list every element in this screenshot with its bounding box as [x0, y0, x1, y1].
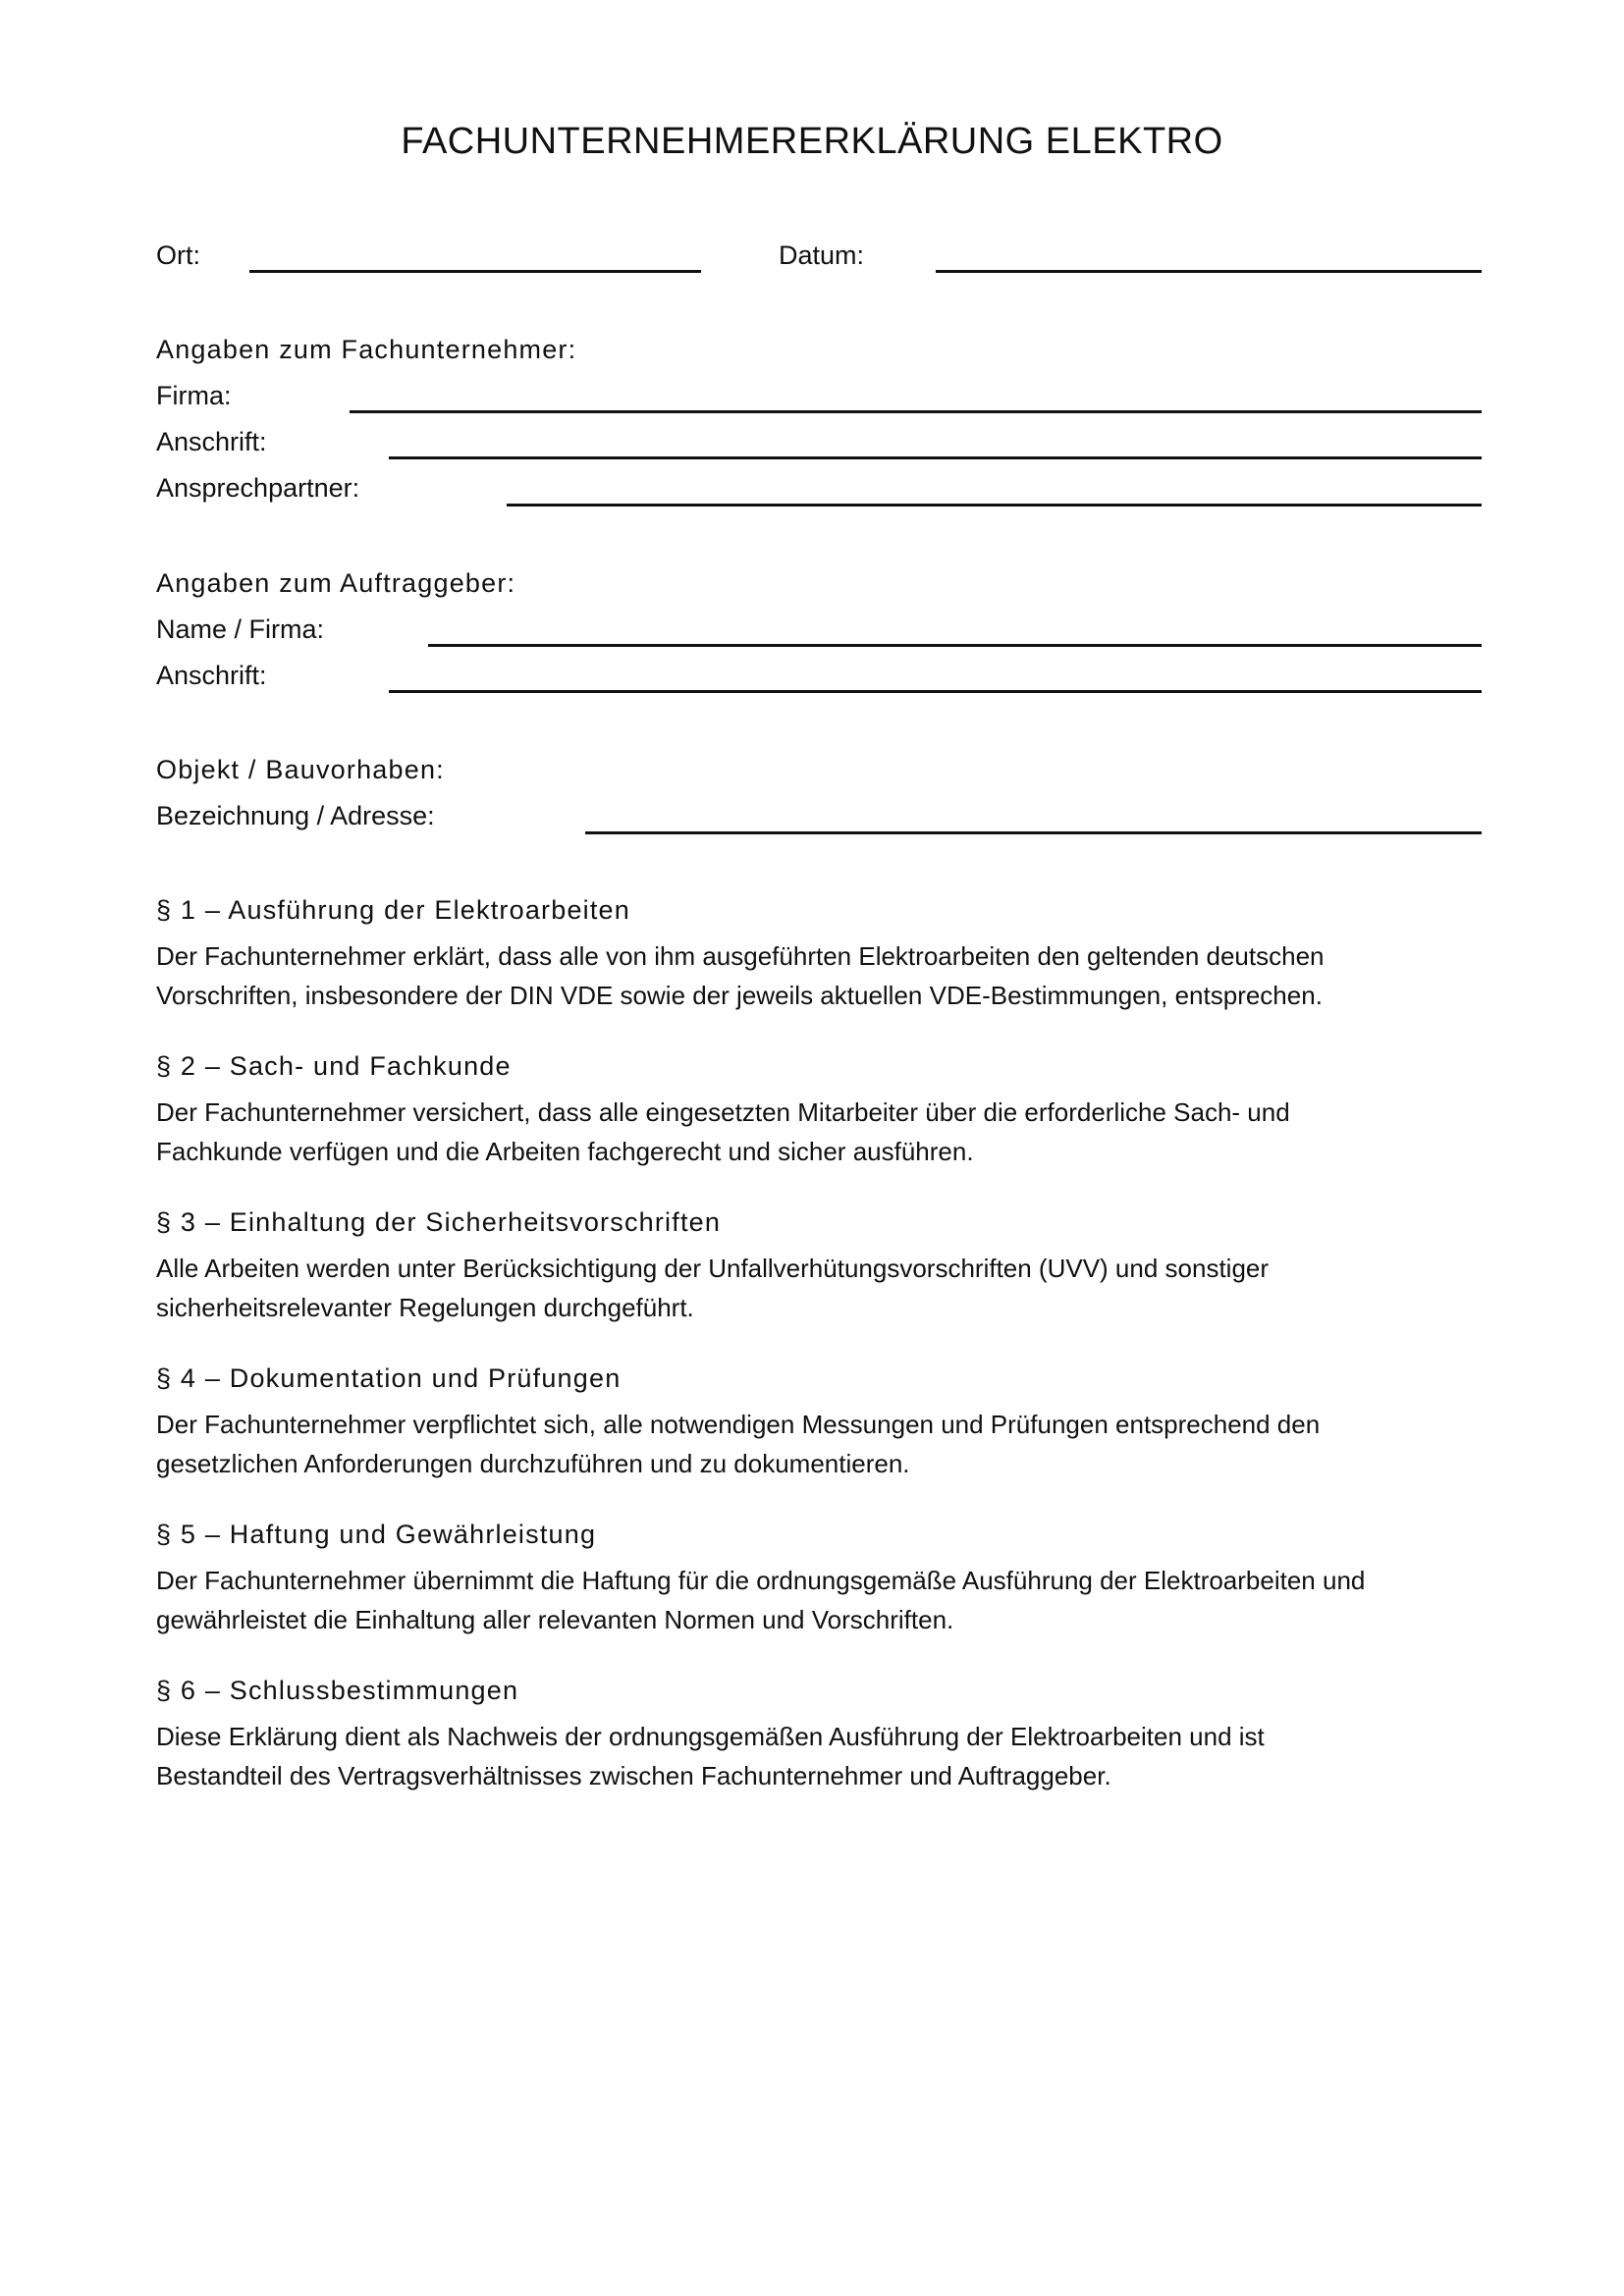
bezeichnung-label: Bezeichnung / Adresse:	[156, 801, 435, 830]
firma-label: Firma:	[156, 381, 232, 410]
name-firma-label: Name / Firma:	[156, 614, 325, 644]
paragraph-line: Bestandteil des Vertragsverhältnisses zwischen Fachunternehmer und Auftraggeber.	[156, 1761, 1111, 1790]
datum-field-line[interactable]	[936, 270, 1482, 273]
paragraph-line: Alle Arbeiten werden unter Berücksichtigung der Unfallverhütungsvorschriften (UVV) und sonstiger	[156, 1254, 1270, 1283]
paragraph-heading: § 1 – Ausführung der Elektroarbeiten	[156, 895, 630, 925]
paragraph-heading: § 3 – Einhaltung der Sicherheitsvorschriften	[156, 1207, 722, 1237]
paragraph-2	[156, 1050, 1580, 1171]
paragraph-line: Vorschriften, insbesondere der DIN VDE sowie der jeweils aktuellen VDE-Bestimmungen, entsprechen.	[156, 981, 1323, 1010]
paragraph-line: Diese Erklärung dient als Nachweis der ordnungsgemäßen Ausführung der Elektroarbeiten und ist	[156, 1722, 1265, 1751]
paragraph-heading: § 6 – Schlussbestimmungen	[156, 1676, 519, 1705]
paragraph-text	[156, 1249, 1580, 1327]
paragraph-line: Der Fachunternehmer verpflichtet sich, alle notwendigen Messungen und Prüfungen entsprechend den	[156, 1410, 1321, 1439]
auftraggeber-heading: Angaben zum Auftraggeber:	[156, 568, 516, 598]
ansprechpartner-field-line[interactable]	[507, 504, 1482, 507]
paragraph-6	[156, 1675, 1580, 1795]
paragraph-heading: § 2 – Sach- und Fachkunde	[156, 1051, 512, 1081]
paragraph-text	[156, 1093, 1580, 1171]
bezeichnung-field-line[interactable]	[585, 831, 1482, 834]
auftraggeber-anschrift-label: Anschrift:	[156, 661, 267, 690]
paragraph-3	[156, 1206, 1580, 1327]
paragraph-line: Der Fachunternehmer versichert, dass alle eingesetzten Mitarbeiter über die erforderliche Sach- und	[156, 1097, 1290, 1127]
paragraph-line: Der Fachunternehmer übernimmt die Haftung für die ordnungsgemäße Ausführung der Elektroarbeiten und	[156, 1566, 1366, 1595]
paragraph-text	[156, 1561, 1580, 1639]
datum-label: Datum:	[779, 240, 865, 270]
paragraph-line: Der Fachunternehmer erklärt, dass alle von ihm ausgeführten Elektroarbeiten den geltenden deutschen	[156, 941, 1325, 971]
ort-label: Ort:	[156, 240, 200, 270]
anschrift-field-line[interactable]	[389, 456, 1482, 459]
anschrift-label: Anschrift:	[156, 427, 267, 456]
paragraph-line: gewährleistet die Einhaltung aller relevanten Normen und Vorschriften.	[156, 1605, 954, 1634]
paragraph-text	[156, 1717, 1580, 1795]
paragraph-1	[156, 894, 1580, 1015]
paragraph-text	[156, 936, 1580, 1015]
paragraph-line: Fachkunde verfügen und die Arbeiten fachgerecht und sicher ausführen.	[156, 1137, 974, 1166]
fachunternehmer-heading: Angaben zum Fachunternehmer:	[156, 335, 577, 364]
firma-field-line[interactable]	[350, 410, 1482, 413]
ansprechpartner-label: Ansprechpartner:	[156, 473, 360, 503]
paragraph-text	[156, 1405, 1580, 1483]
paragraph-4	[156, 1362, 1580, 1483]
paragraph-5	[156, 1519, 1580, 1639]
paragraph-line: sicherheitsrelevanter Regelungen durchgeführt.	[156, 1293, 694, 1322]
paragraph-heading: § 4 – Dokumentation und Prüfungen	[156, 1363, 622, 1393]
document-title: FACHUNTERNEHMERERKLÄRUNG ELEKTRO	[401, 121, 1223, 162]
name-firma-field-line[interactable]	[428, 644, 1482, 647]
ort-field-line[interactable]	[249, 270, 701, 273]
auftraggeber-anschrift-field-line[interactable]	[389, 690, 1482, 693]
paragraph-line: gesetzlichen Anforderungen durchzuführen und zu dokumentieren.	[156, 1449, 910, 1478]
objekt-heading: Objekt / Bauvorhaben:	[156, 755, 445, 784]
paragraph-heading: § 5 – Haftung und Gewährleistung	[156, 1520, 597, 1549]
